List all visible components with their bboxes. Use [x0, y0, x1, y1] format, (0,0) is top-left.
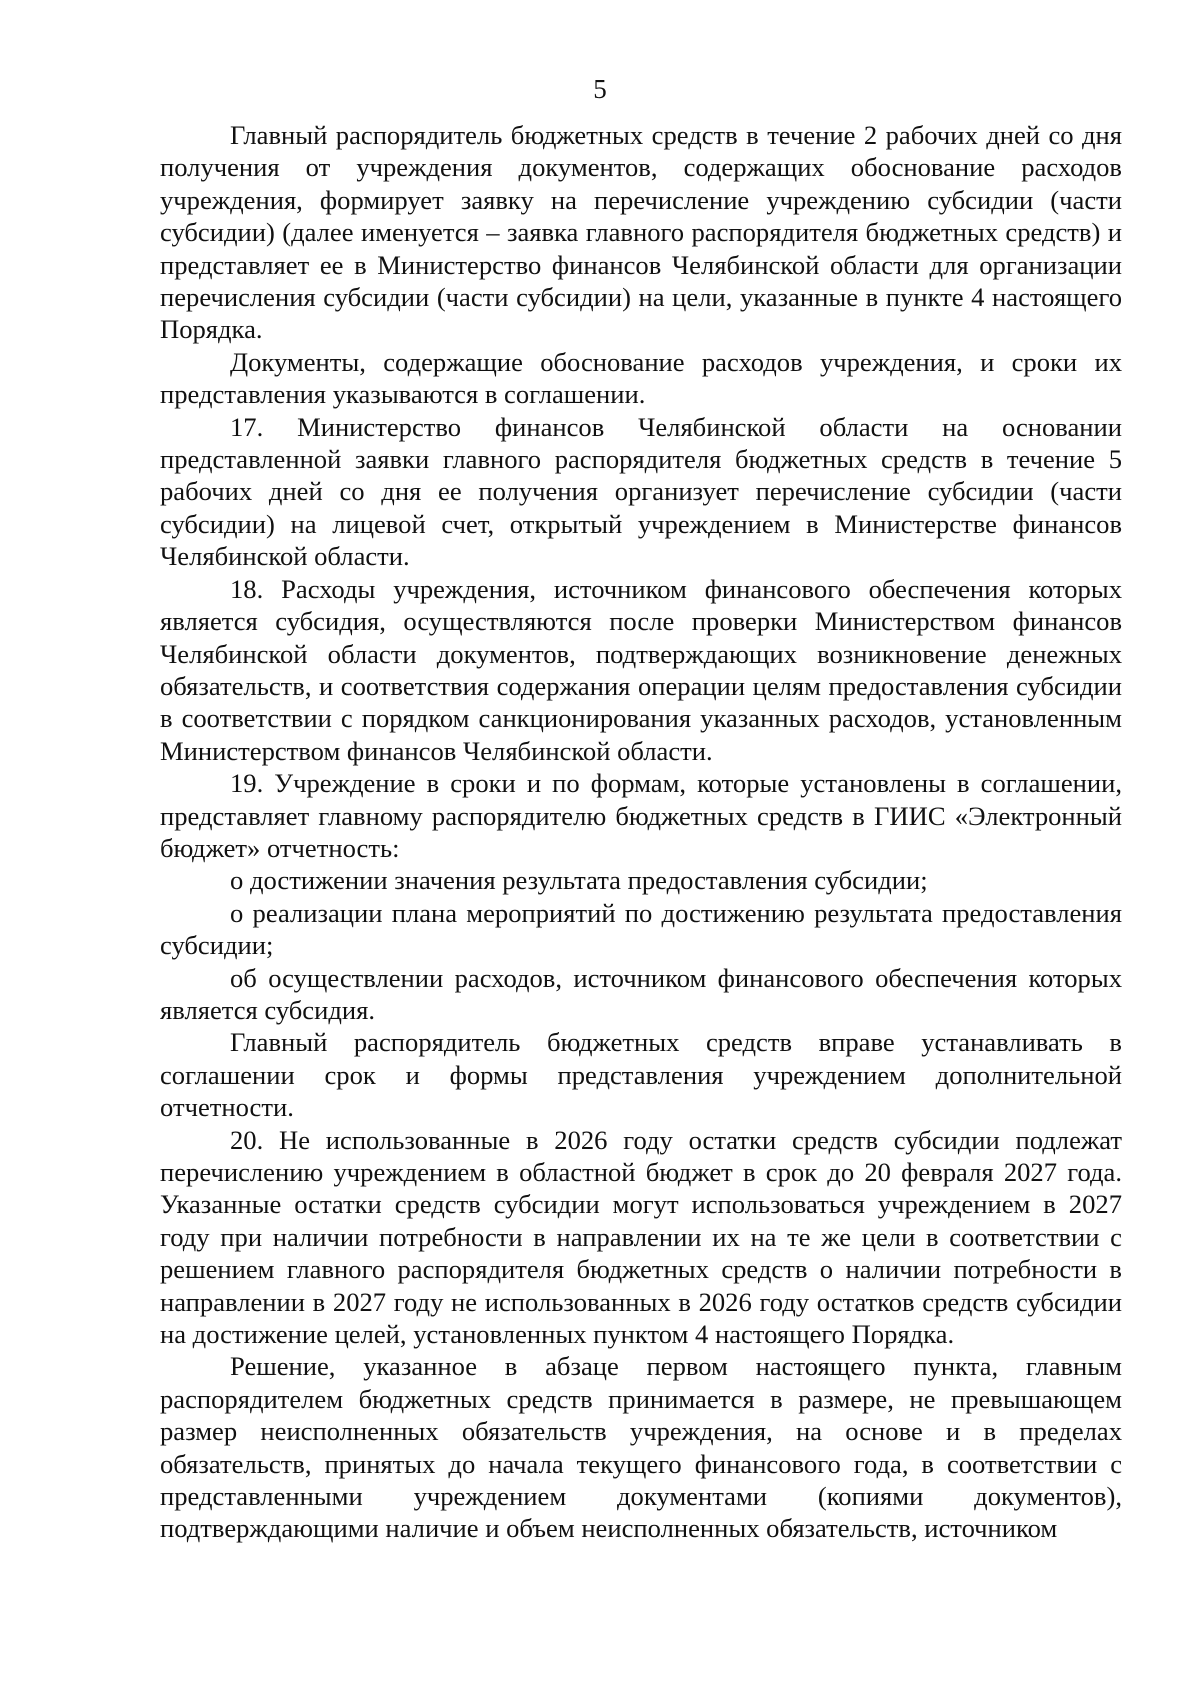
- paragraph-item-19: 19. Учреждение в сроки и по формам, которые установлены в соглашении, представляет главному распорядителю бюджетных средств в ГИИС «Электронный бюджет» отчетность:: [160, 768, 1122, 863]
- paragraph-report-plan: о реализации плана мероприятий по достижению результата предоставления субсидии;: [160, 897, 1122, 961]
- paragraph-decision: Решение, указанное в абзаце первом настоящего пункта, главным распорядителем бюджетных средств принимается в размере, не превышающем размер неисполненных обязательств учреждения, на основе и в пределах обязательств, принятых до начала текущего финансового года, в соответствии с представленными учреждением документами (копиями документов), подтверждающими наличие и объем неисполненных обязательств, источником: [160, 1351, 1122, 1544]
- paragraph-additional-reporting: Главный распорядитель бюджетных средств вправе устанавливать в соглашении срок и формы представления учреждением дополнительной отчетности.: [160, 1027, 1122, 1123]
- paragraph-item-17: 17. Министерство финансов Челябинской области на основании представленной заявки главного распорядителя бюджетных средств в течение 5 рабочих дней со дня ее получения организует перечисление субсидии (части субсидии) на лицевой счет, открытый учреждением в Министерстве финансов Челябинской области.: [160, 411, 1122, 572]
- page-number: 5: [593, 74, 607, 104]
- paragraph-report-expenses: об осуществлении расходов, источником финансового обеспечения которых является субсидия.: [160, 962, 1122, 1025]
- paragraph-item-20: 20. Не использованные в 2026 году остатки средств субсидии подлежат перечислению учреждением в областной бюджет в срок до 20 февраля 2027 года. Указанные остатки средств субсидии могут использоваться учреждением в 2027 году при наличии потребности в направлении их на те же цели в соответствии с решением главного распорядителя бюджетных средств о наличии потребности в направлении в 2027 году не использованных в 2026 году остатков средств субсидии на достижение целей, установленных пунктом 4 настоящего Порядка.: [160, 1124, 1122, 1350]
- document-body: [160, 119, 1122, 1545]
- paragraph-item-18: 18. Расходы учреждения, источником финансового обеспечения которых является субсидия, осуществляются после проверки Министерством финансов Челябинской области документов, подтверждающих возникновение денежных обязательств, и соответствия содержания операции целям предоставления субсидии в соответствии с порядком санкционирования указанных расходов, установленным Министерством финансов Челябинской области.: [160, 573, 1122, 766]
- paragraph-supporting-documents: Документы, содержащие обоснование расходов учреждения, и сроки их представления указываются в соглашении.: [160, 346, 1122, 410]
- paragraph-budget-request: Главный распорядитель бюджетных средств в течение 2 рабочих дней со дня получения от учреждения документов, содержащих обоснование расходов учреждения, формирует заявку на перечисление учреждению субсидии (части субсидии) (далее именуется – заявка главного распорядителя бюджетных средств) и представляет ее в Министерство финансов Челябинской области для организации перечисления субсидии (части субсидии) на цели, указанные в пункте 4 настоящего Порядка.: [160, 120, 1122, 345]
- paragraph-report-result: о достижении значения результата предоставления субсидии;: [230, 865, 928, 896]
